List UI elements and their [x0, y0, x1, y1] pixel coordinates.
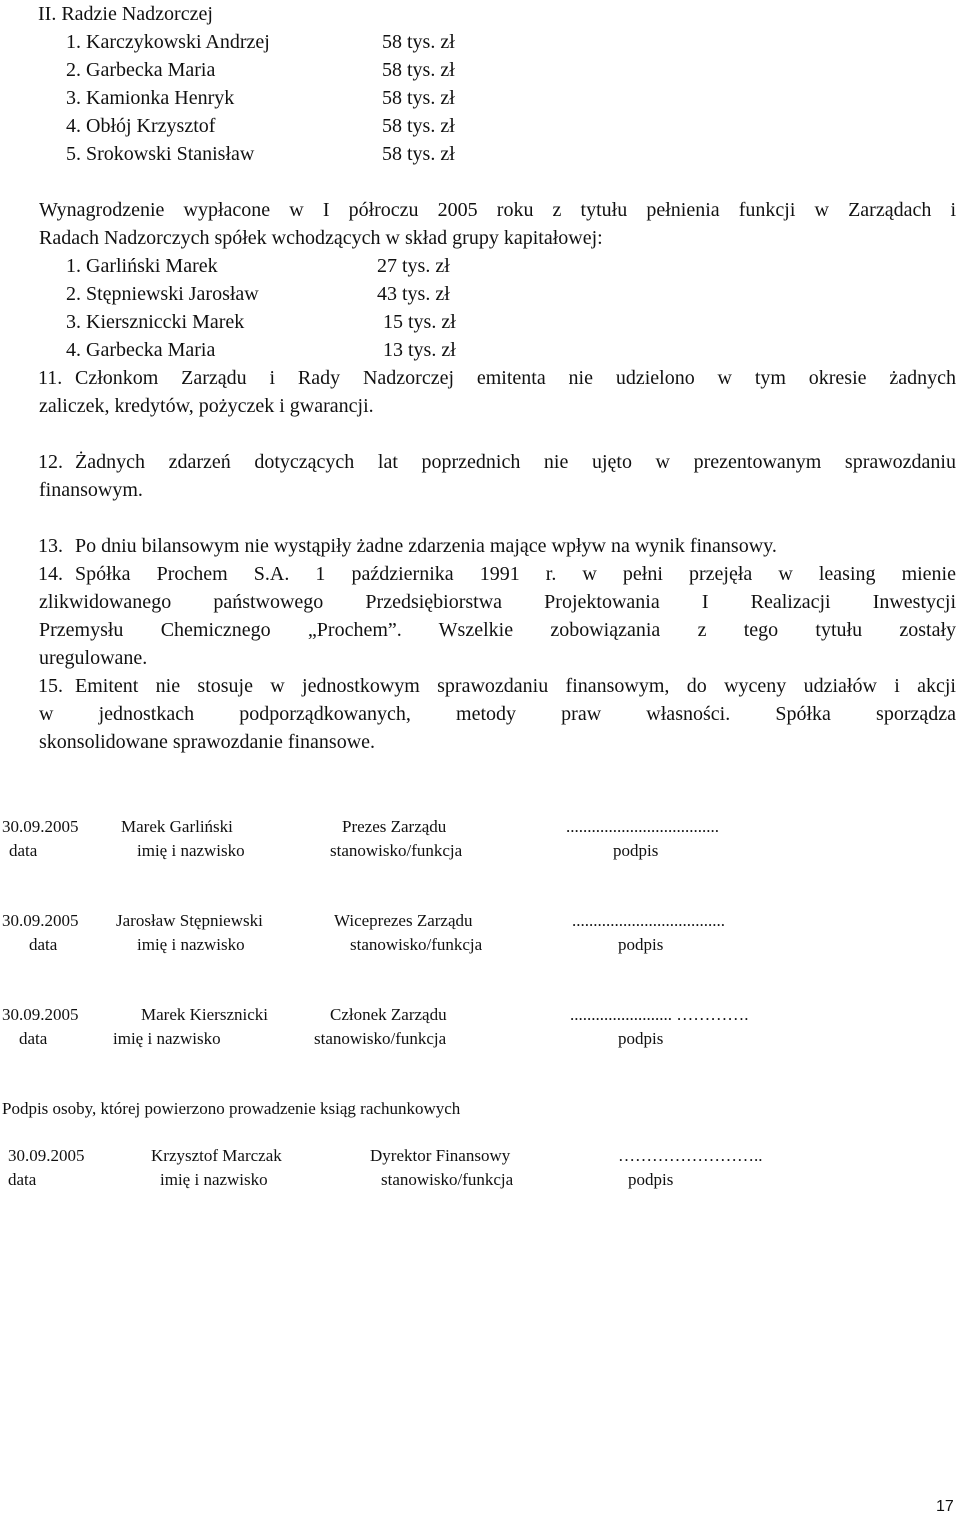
list-item-amount: 27 tys. zł: [377, 255, 450, 277]
point-number: 12.: [38, 451, 63, 473]
point-text-line: w jednostkach podporządkowanych, metody praw własności. Spółka sporządza: [39, 703, 956, 725]
list-item-name: 1. Garliński Marek: [66, 255, 218, 277]
point-number: 11.: [38, 367, 63, 389]
signature-name: Marek Garliński: [121, 817, 233, 836]
remuneration-intro-line1: Wynagrodzenie wypłacone w I półroczu 2005 roku z tytułu pełnienia funkcji w Zarządach i: [39, 199, 956, 221]
list-item-amount: 15 tys. zł: [383, 311, 456, 333]
list-item-name: 2. Garbecka Maria: [66, 59, 216, 81]
list-item-amount: 58 tys. zł: [382, 115, 455, 137]
signature-position: Członek Zarządu: [330, 1005, 447, 1024]
point-text-line: zaliczek, kredytów, pożyczek i gwarancji.: [39, 395, 374, 417]
signature-position: Wiceprezes Zarządu: [334, 911, 473, 930]
signature-date: 30.09.2005: [8, 1146, 85, 1165]
signature-line: ........................ ………….: [570, 1005, 749, 1024]
list-item-amount: 58 tys. zł: [382, 59, 455, 81]
point-text-line: Członkom Zarządu i Rady Nadzorczej emitenta nie udzielono w tym okresie żadnych: [75, 367, 956, 389]
label-date: data: [19, 1029, 48, 1048]
list-item-amount: 58 tys. zł: [382, 31, 455, 53]
signature-date: 30.09.2005: [2, 1005, 79, 1024]
signature-line: ....................................: [566, 817, 719, 836]
label-sign: podpis: [628, 1170, 674, 1189]
point-text-line: Po dniu bilansowym nie wystąpiły żadne zdarzenia mające wpływ na wynik finansowy.: [75, 535, 777, 557]
label-position: stanowisko/funkcja: [350, 935, 483, 954]
signature-position: Dyrektor Finansowy: [370, 1146, 511, 1165]
signature-name: Marek Kiersznicki: [141, 1005, 268, 1024]
list-item-amount: 43 tys. zł: [377, 283, 450, 305]
list-item-amount: 58 tys. zł: [382, 87, 455, 109]
list-item-name: 1. Karczykowski Andrzej: [66, 31, 270, 53]
point-number: 15.: [38, 675, 63, 697]
point-text-line: finansowym.: [39, 479, 143, 501]
list-item-name: 2. Stępniewski Jarosław: [66, 283, 259, 305]
label-sign: podpis: [618, 935, 664, 954]
signature-position: Prezes Zarządu: [342, 817, 447, 836]
signature-name: Jarosław Stępniewski: [116, 911, 263, 930]
list-item-name: 4. Obłój Krzysztof: [66, 115, 216, 137]
list-item-amount: 58 tys. zł: [382, 143, 455, 165]
page-number: 17: [936, 1498, 954, 1515]
point-text-line: zlikwidowanego państwowego Przedsiębiorstwa Projektowania I Realizacji Inwestycji: [39, 591, 956, 613]
signature-date: 30.09.2005: [2, 817, 79, 836]
point-number: 14.: [38, 563, 63, 585]
label-date: data: [8, 1170, 37, 1189]
label-name: imię i nazwisko: [160, 1170, 268, 1189]
point-text-line: Spółka Prochem S.A. 1 października 1991 r. w pełni przejęła w leasing mienie: [75, 563, 956, 585]
signature-line: ……………………..: [618, 1146, 763, 1165]
label-position: stanowisko/funkcja: [381, 1170, 514, 1189]
point-number: 13.: [38, 535, 63, 557]
label-position: stanowisko/funkcja: [330, 841, 463, 860]
list-item-amount: 13 tys. zł: [383, 339, 456, 361]
label-name: imię i nazwisko: [137, 841, 245, 860]
list-item-name: 3. Kamionka Henryk: [66, 87, 235, 109]
signature-name: Krzysztof Marczak: [151, 1146, 282, 1165]
point-text-line: uregulowane.: [39, 647, 148, 669]
label-date: data: [9, 841, 38, 860]
signature-date: 30.09.2005: [2, 911, 79, 930]
list-item-name: 3. Kierszniccki Marek: [66, 311, 245, 333]
label-sign: podpis: [613, 841, 659, 860]
label-name: imię i nazwisko: [113, 1029, 221, 1048]
point-text-line: Emitent nie stosuje w jednostkowym sprawozdaniu finansowym, do wyceny udziałów i akcji: [75, 675, 956, 697]
list-item-name: 5. Srokowski Stanisław: [66, 143, 255, 165]
section-heading: II. Radzie Nadzorczej: [38, 3, 213, 25]
signature-line: ....................................: [572, 911, 725, 930]
point-text-line: skonsolidowane sprawozdanie finansowe.: [39, 731, 376, 753]
label-name: imię i nazwisko: [137, 935, 245, 954]
label-date: data: [29, 935, 58, 954]
list-item-name: 4. Garbecka Maria: [66, 339, 216, 361]
remuneration-intro-line2: Radach Nadzorczych spółek wchodzących w skład grupy kapitałowej:: [39, 227, 603, 249]
label-position: stanowisko/funkcja: [314, 1029, 447, 1048]
accounting-heading: Podpis osoby, której powierzono prowadzenie ksiąg rachunkowych: [2, 1099, 461, 1118]
point-text-line: Przemysłu Chemicznego „Prochem”. Wszelkie zobowiązania z tego tytułu zostały: [39, 619, 956, 641]
label-sign: podpis: [618, 1029, 664, 1048]
point-text-line: Żadnych zdarzeń dotyczących lat poprzednich nie ujęto w prezentowanym sprawozdaniu: [75, 451, 956, 473]
